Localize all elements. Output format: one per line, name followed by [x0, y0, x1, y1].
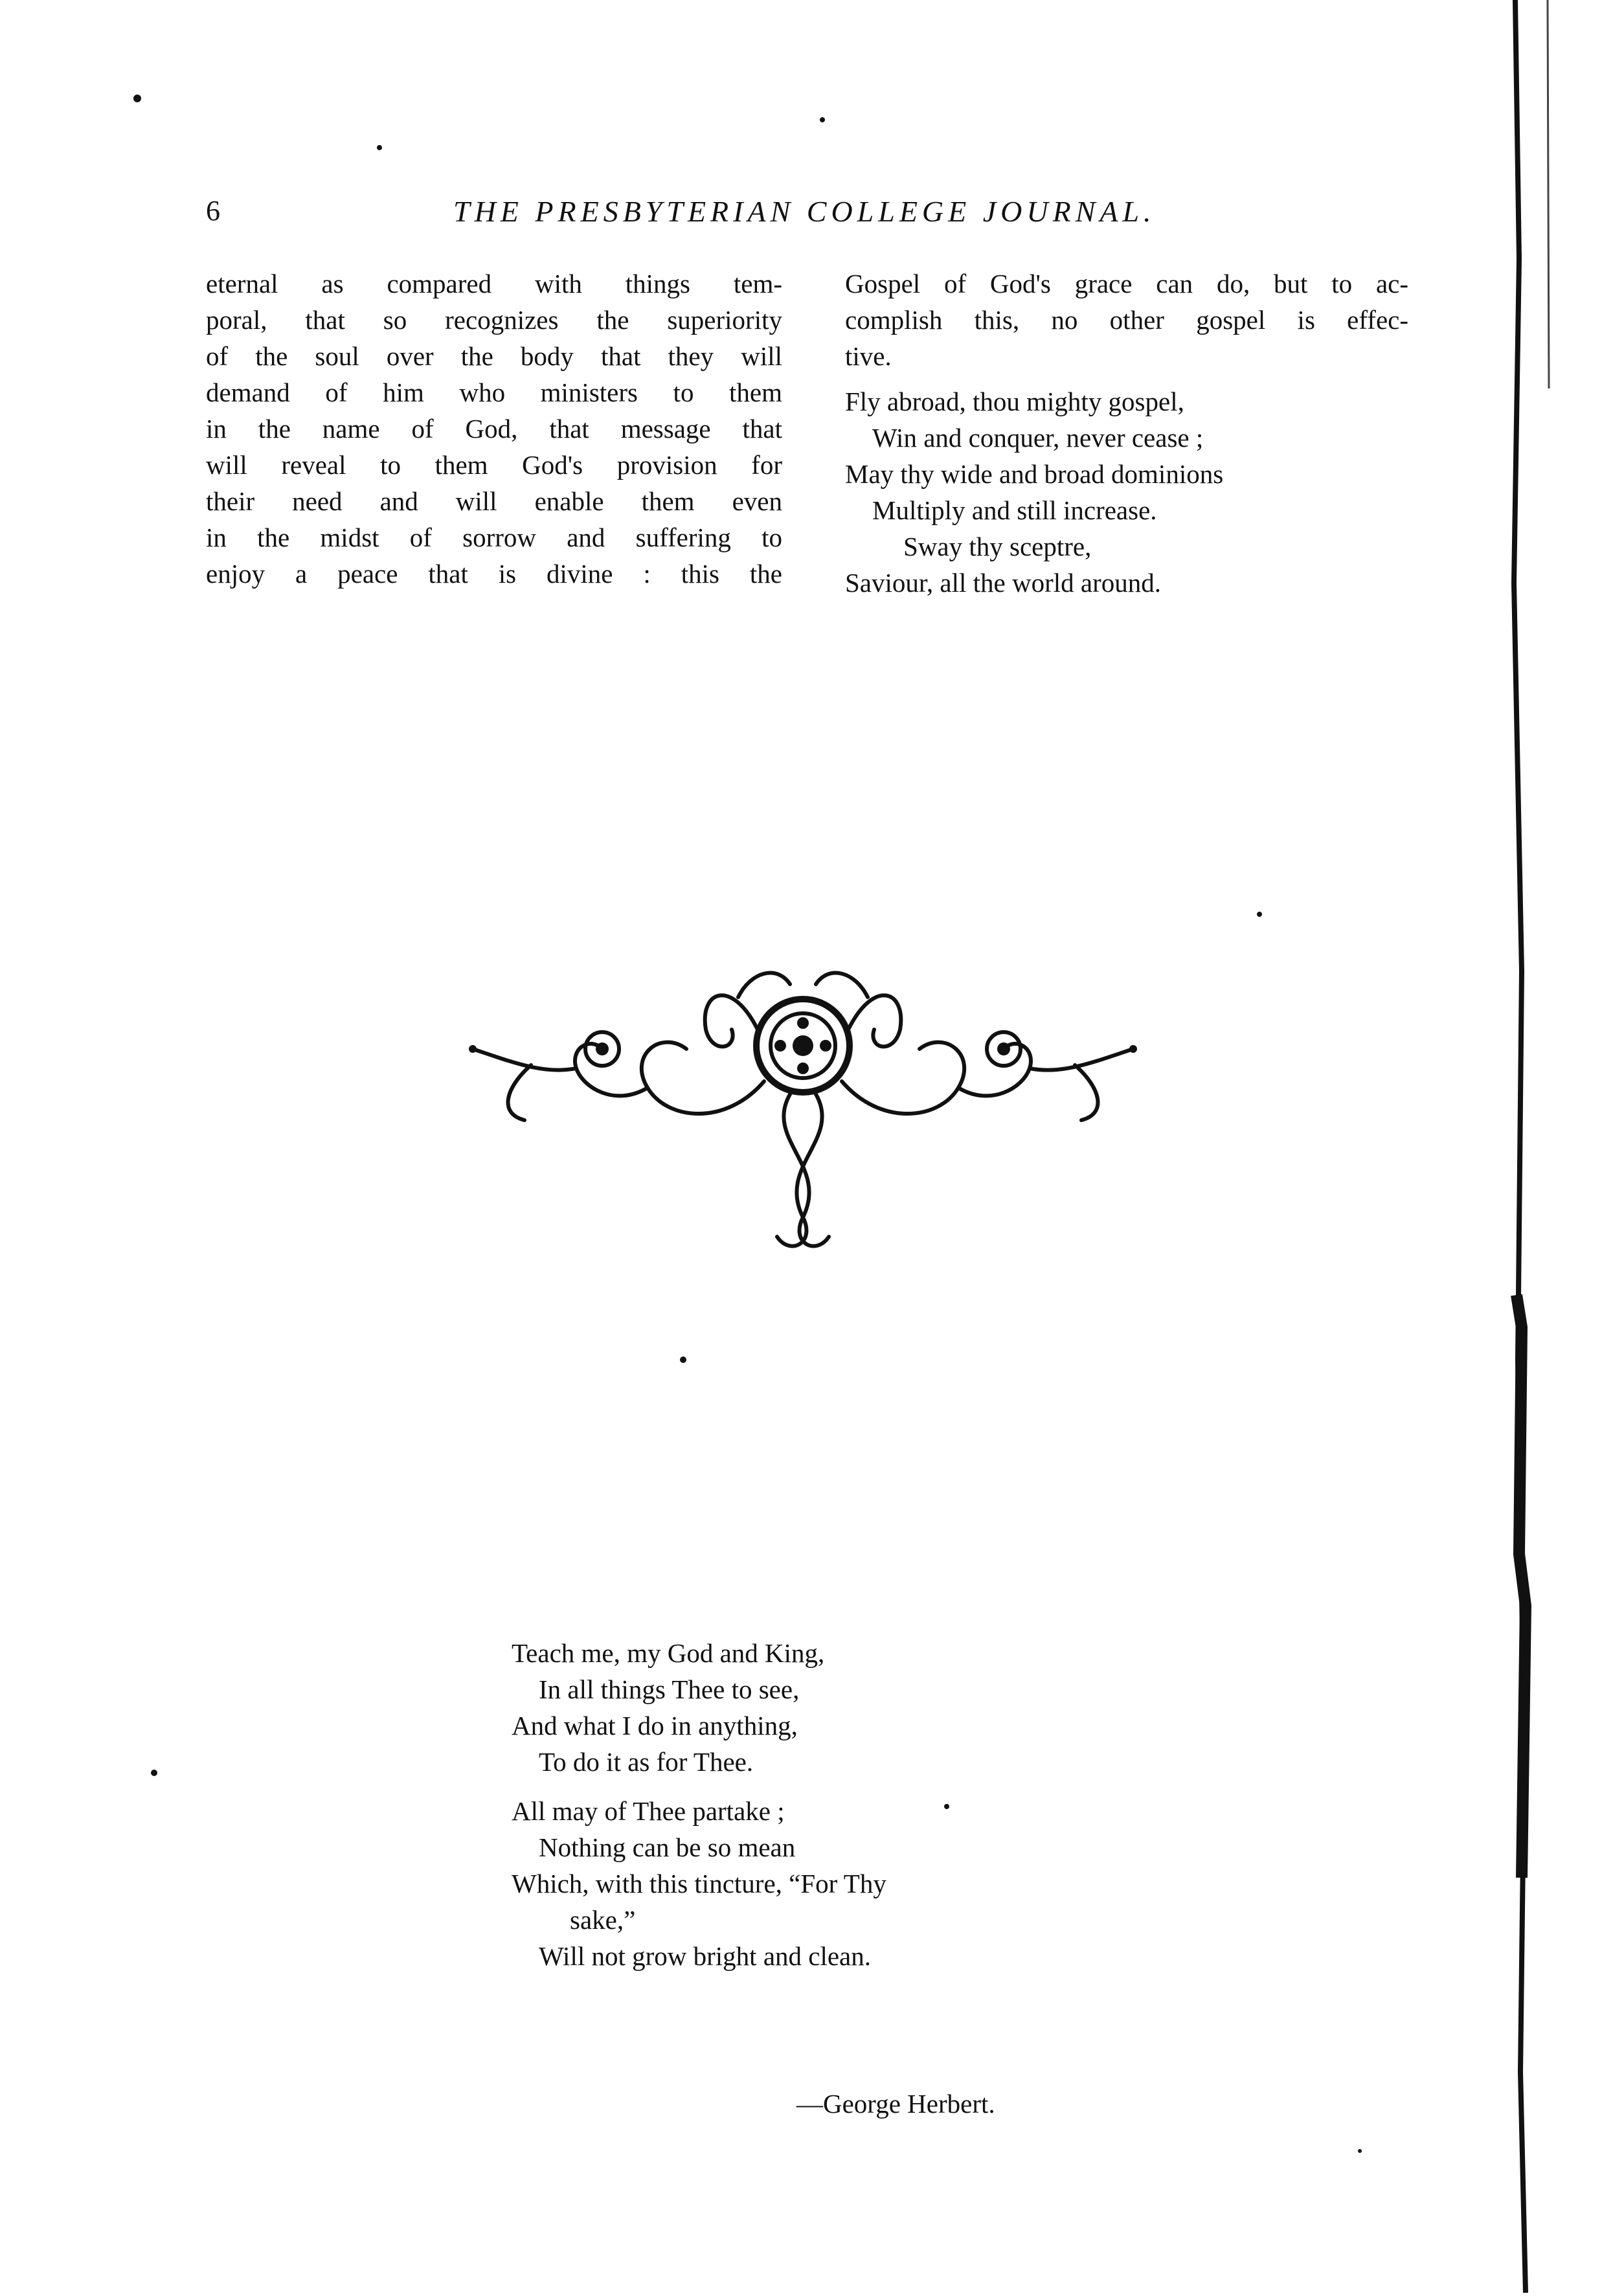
- page-binding-edge: [1502, 0, 1602, 2293]
- body-line: enjoy a peace that is divine : this the: [206, 559, 782, 589]
- body-line: poral, that so recognizes the superiority: [206, 305, 782, 335]
- left-column: [206, 265, 782, 592]
- body-line: in the name of God, that message that: [206, 414, 782, 444]
- running-title: THE PRESBYTERIAN COLLEGE JOURNAL.: [453, 195, 1156, 228]
- verse-line: Multiply and still increase.: [872, 495, 1157, 525]
- verse-line: Win and conquer, never cease ;: [872, 423, 1204, 453]
- poem-attribution: —George Herbert.: [796, 2089, 995, 2119]
- verse-line: In all things Thee to see,: [539, 1674, 800, 1704]
- verse-line: All may of Thee partake ;: [512, 1796, 785, 1826]
- hymn-verse: [845, 383, 1408, 601]
- verse-line: sake,”: [570, 1905, 636, 1935]
- poem-stanza: [512, 1635, 886, 1780]
- verse-line: Which, with this tincture, “For Thy: [512, 1869, 886, 1898]
- poem-stanza: [512, 1793, 886, 1974]
- body-line: in the midst of sorrow and suffering to: [206, 523, 782, 552]
- body-line: their need and will enable them even: [206, 486, 782, 516]
- verse-line: Teach me, my God and King,: [512, 1638, 825, 1668]
- verse-line: May thy wide and broad dominions: [845, 459, 1224, 489]
- body-line: of the soul over the body that they will: [206, 341, 782, 371]
- verse-line: To do it as for Thee.: [539, 1747, 754, 1777]
- page-number: 6: [206, 195, 221, 227]
- poem: [512, 1635, 886, 1974]
- body-line: will reveal to them God's provision for: [206, 450, 782, 480]
- body-line: eternal as compared with things tem-: [206, 269, 782, 298]
- verse-line: Nothing can be so mean: [539, 1832, 796, 1862]
- right-column: [845, 265, 1408, 601]
- body-line: demand of him who ministers to them: [206, 377, 782, 407]
- verse-line: Saviour, all the world around.: [845, 568, 1161, 598]
- body-line: tive.: [845, 341, 892, 371]
- verse-line: Fly abroad, thou mighty gospel,: [845, 387, 1184, 416]
- verse-line: Sway thy sceptre,: [903, 532, 1092, 561]
- body-line: Gospel of God's grace can do, but to ac-: [845, 269, 1408, 298]
- verse-line: And what I do in anything,: [512, 1711, 798, 1740]
- decorative-ornament: [453, 958, 1153, 1263]
- body-line: complish this, no other gospel is effec-: [845, 305, 1408, 335]
- verse-line: Will not grow bright and clean.: [539, 1941, 872, 1971]
